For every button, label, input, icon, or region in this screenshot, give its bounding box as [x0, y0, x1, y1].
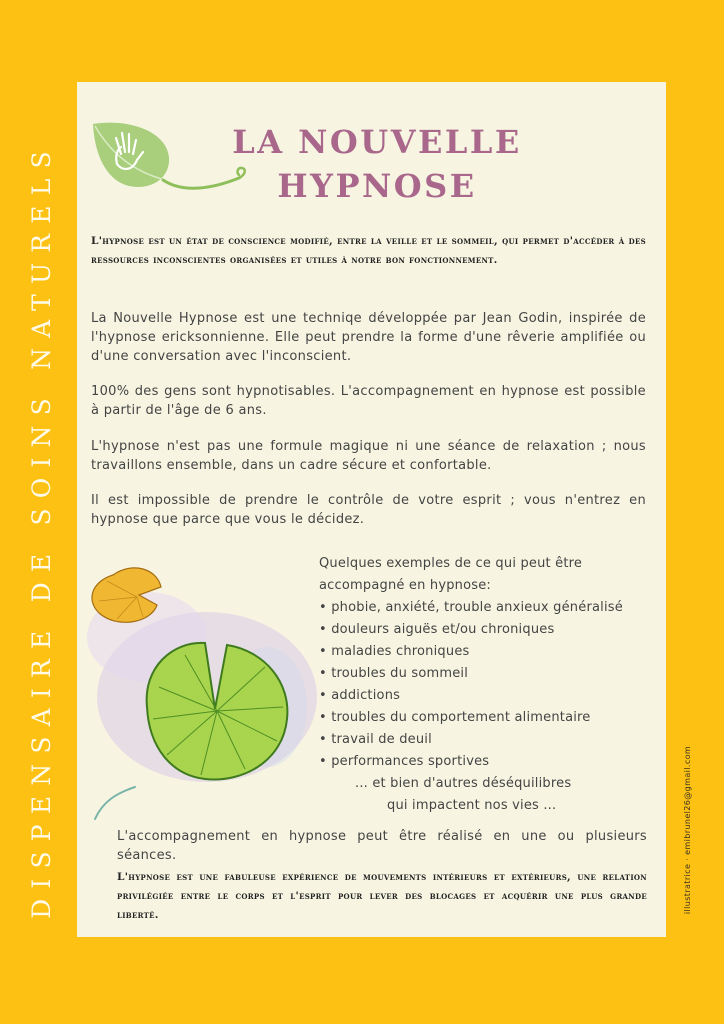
list-item: • troubles du sommeil: [319, 663, 664, 685]
examples-more-line-1: ... et bien d'autres déséquilibres: [355, 776, 572, 791]
illustrator-credit: illustratrice · emibrunel26@gmail.com: [683, 745, 692, 915]
paragraph-1: La Nouvelle Hypnose est une techniqe développée par Jean Godin, inspirée de l'hypnose ericksonnienne. Elle peut prendre la forme d'une rêverie amplifiée ou d'une conversation avec l'inconscient.: [91, 311, 646, 364]
outro-paragraph: L'accompagnement en hypnose peut être réalisé en une ou plusieurs séances.: [117, 829, 647, 863]
list-item: • troubles du comportement alimentaire: [319, 707, 664, 729]
list-item: • maladies chroniques: [319, 641, 664, 663]
lead-paragraph: L'hypnose est un état de conscience modifié, entre la veille et le sommeil, qui permet d'accéder à des ressources inconscientes organisées et utiles à notre bon fonctionnement.: [91, 235, 646, 266]
page-title: [222, 120, 532, 208]
examples-intro: Quelques exemples de ce qui peut être accompagné en hypnose:: [319, 556, 583, 593]
list-item: • douleurs aiguës et/ou chroniques: [319, 619, 664, 641]
content-panel: [77, 82, 666, 937]
list-item: • phobie, anxiété, trouble anxieux généralisé: [319, 597, 664, 619]
side-title: DISPENSAIRE DE SOINS NATURELS: [27, 141, 56, 919]
examples-more-line-2: qui impactent nos vies ...: [387, 798, 557, 813]
title-line-1: LA NOUVELLE: [232, 123, 522, 161]
examples-list: [319, 553, 664, 817]
lily-pad-illustration-icon: [77, 557, 317, 837]
paragraph-4: Il est impossible de prendre le contrôle de votre esprit ; vous n'entrez en hypnose que parce que vous le décidez.: [91, 493, 646, 527]
paragraph-3: L'hypnose n'est pas une formule magique ni une séance de relaxation ; nous travaillons ensemble, dans un cadre sécure et confortable.: [91, 439, 646, 473]
paragraph-2: 100% des gens sont hypnotisables. L'accompagnement en hypnose est possible à partir de l'âge de 6 ans.: [91, 384, 646, 418]
title-line-2: HYPNOSE: [277, 167, 477, 205]
list-item: • travail de deuil: [319, 729, 664, 751]
list-item: • addictions: [319, 685, 664, 707]
closing-paragraph: L'hypnose est une fabuleuse expérience de mouvements intérieurs et extérieurs, une relation privilégiée entre le corps et l'esprit pour lever des blocages et acquérir une plus grande liberté.: [117, 871, 647, 921]
list-item: • performances sportives: [319, 751, 664, 773]
